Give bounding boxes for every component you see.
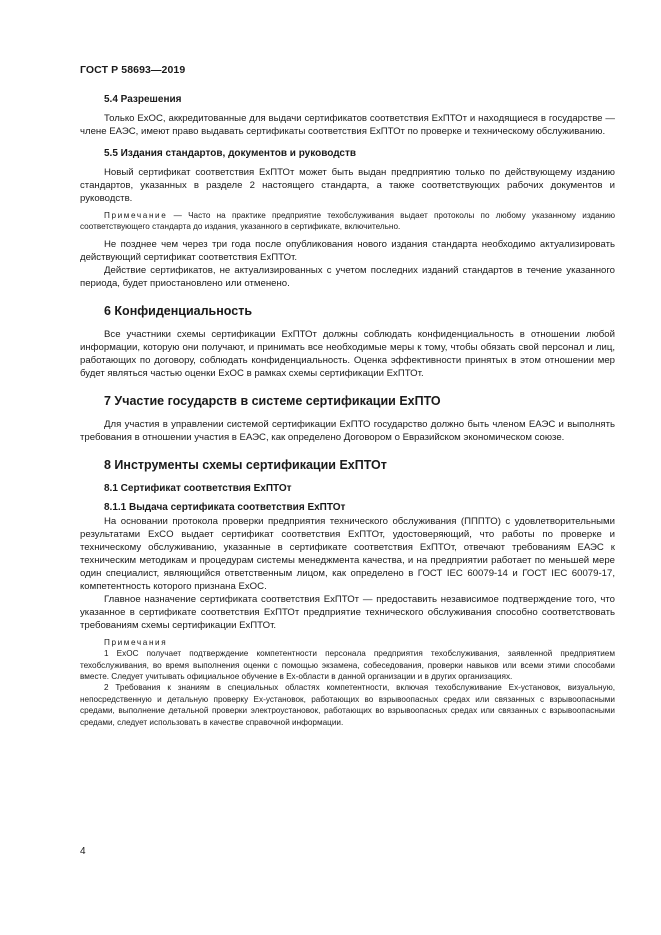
section-5-4-title: 5.4 Разрешения (104, 94, 182, 105)
section-5-5-paragraph-1: Новый сертификат соответствия ExПТОт может быть выдан предприятию только по действующему изданию стандартов, указанных в разделе 2 настоящего стандарта, а также соответствующих рабочих документов и руководств. (80, 167, 615, 204)
note-2: 2 Требования к знаниям в специальных областях компетентности, включая техобслуживание Ex-установок, визуальную, непосредственную и детальную проверку Ex-установок, работающих во взрывоопасных средах или связанных с взрывоопасными средами, выполнение детальной проверки электроустановок, работающих во взрывоопасных средах или связанных с взрывоопасными средами, следует использовать в качестве справочной информации. (80, 683, 615, 727)
section-5-5-title: 5.5 Издания стандартов, документов и руководств (104, 148, 357, 159)
page-content (80, 93, 615, 728)
section-5-4-paragraph: Только ExOC, аккредитованные для выдачи сертификатов соответствия ExПТОт и находящиеся в государстве — члене ЕАЭС, имеют право выдавать сертификаты соответствия ExПТОт по проверке и техническому обслуживанию. (80, 113, 615, 137)
note-text: — Часто на практике предприятие техобслуживания выдает протоколы по любому указанному изданию соответствующего стандарта до издания, указанного в сертификате, включительно. (80, 211, 615, 232)
document-header: ГОСТ Р 58693—2019 (80, 64, 186, 76)
section-6-paragraph: Все участники схемы сертификации ExПТОт должны соблюдать конфиденциальность в отношении любой информации, которую они получают, и принимать все необходимые меры к тому, чтобы обязать свой персонал и лиц, работающих по договору, соблюдать конфиденциальность. Оценка эффективности принятых в этом отношении мер будет являться частью оценки ExOC в рамках схемы сертификации ExПТОт. (80, 328, 615, 379)
section-6-title: 6 Конфиденциальность (104, 303, 253, 318)
note-label: Примечание (104, 211, 168, 220)
section-8-title: 8 Инструменты схемы сертификации ExПТОт (104, 457, 387, 472)
section-7-paragraph: Для участия в управлении системой сертификации ExПТО государство должно быть членом ЕАЭС и выполнять требования в отношении участия в ЕАЭС, как определено Договором о Евразийском экономическом союзе. (80, 418, 615, 443)
section-8-1-1-title: 8.1.1 Выдача сертификата соответствия ExПТОт (104, 501, 346, 513)
note-1: 1 ExOC получает подтверждение компетентности персонала предприятия техобслуживания, заявленной предприятием техобслуживания, во время выполнения оценки с помощью экзамена, собеседования, проверки навыков или всеми этими способами вместе. Следует учитывать официальное обучение в Ex-области в данной организации и в других организациях. (80, 649, 615, 682)
section-8-1-title: 8.1 Сертификат соответствия ExПТОт (104, 482, 292, 494)
page-number: 4 (80, 846, 86, 857)
section-8-paragraph-2: Главное назначение сертификата соответствия ExПТОт — предоставить независимое подтверждение того, что указанное в сертификате соответствия ExПТОт предприятие технического обслуживания способно соответствовать требованиям схемы сертификации ExПТОт. (80, 593, 615, 631)
section-7-title: 7 Участие государств в системе сертификации ExПТО (104, 393, 441, 408)
section-5-5-note (80, 210, 615, 233)
section-5-5-paragraph-2: Не позднее чем через три года после опубликования нового издания стандарта необходимо актуализировать действующий сертификат соответствия ExПТОт. (80, 238, 615, 263)
section-5-5-paragraph-3: Действие сертификатов, не актуализированных с учетом последних изданий стандартов в течение указанного периода, будет приостановлено или отменено. (80, 264, 615, 289)
notes-label: Примечания (104, 637, 168, 647)
section-8-paragraph-1: На основании протокола проверки предприятия технического обслуживания (ПППТО) с удовлетворительными результатами ExCO выдает сертификат соответствия ExПТОт, удостоверяющий, что работы по проверке и техническому обслуживанию, указанные в сертификате соответствия ExПТОт, отвечают требованиям ЕАЭС к техническим методикам и процедурам системы менеджмента качества, и на предприятии работает по меньшей мере один специалист, являющийся ответственным лицом, как определено в ГОСТ IEC 60079-14 и ГОСТ IEC 60079-17, компетентность которого признана ExOC. (80, 515, 615, 592)
